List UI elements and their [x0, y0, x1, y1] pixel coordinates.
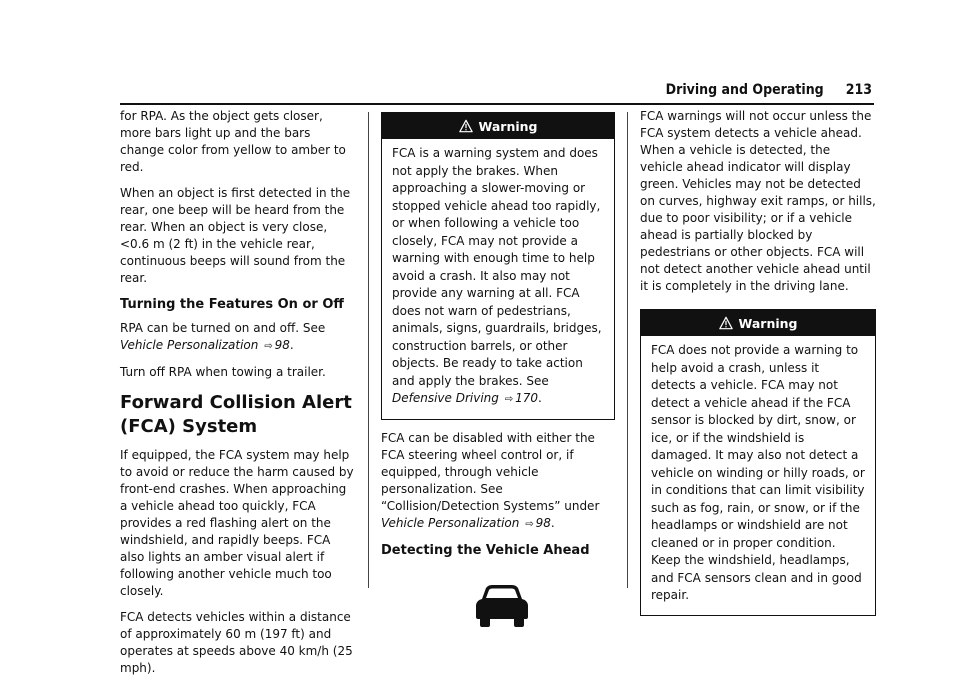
cross-reference-page[interactable]: 98 [274, 338, 290, 352]
paragraph: When an object is first detected in the rear, one beep will be heard from the rear. When an object is very close, <0.6 m (2 ft) in the vehicle rear, continuous beeps will sound from the rear. [120, 186, 351, 285]
warning-text [382, 139, 614, 419]
page-ref-arrow-icon: ⇨ [525, 518, 534, 530]
column-2 [381, 112, 615, 628]
cross-reference-link[interactable]: Vehicle Personalization [120, 338, 259, 352]
column-3 [640, 108, 876, 626]
text: FCA can be disabled with either the FCA steering wheel control or, if equipped, through vehicle personalization. See “Collision/Detection Systems” under [381, 430, 600, 513]
cross-reference-link[interactable]: Vehicle Personalization [381, 515, 520, 530]
paragraph: FCA warnings will not occur unless the FCA system detects a vehicle ahead. When a vehicle is detected, the vehicle ahead indicator will display green. Vehicles may not be detected on curves, highway exit ramps, or hills, due to poor visibility; or if a vehicle ahead is partially blocked by pedestrians or other objects. FCA will not detect another vehicle ahead until it is completely in the driving lane. [640, 109, 876, 293]
paragraph [381, 430, 615, 533]
warning-text: FCA does not provide a warning to help avoid a crash, unless it detects a vehicle. FCA may not detect a vehicle ahead if the FCA sensor is blocked by dirt, snow, or ice, or if the windshield is damaged. It may also not detect a vehicle on winding or hilly roads, or in conditions that can limit visibility such as fog, rain, or snow, or if the headlamps or windshield are not cleaned or in proper condition. Keep the windshield, headlamps, and FCA sensors clean and in good repair. [651, 343, 865, 602]
paragraph [120, 320, 356, 355]
paragraph: FCA detects vehicles within a distance of approximately 60 m (197 ft) and operates at speeds above 40 km/h (25 mph). [120, 610, 353, 675]
cross-reference-link[interactable]: Defensive Driving [392, 391, 499, 405]
vehicle-ahead-icon [474, 584, 530, 628]
cross-reference-page[interactable]: 170 [515, 391, 539, 405]
section-heading-fca: Forward Collision Alert (FCA) System [120, 392, 352, 437]
warning-box [381, 112, 615, 420]
text: . [289, 338, 294, 352]
warning-header [641, 310, 875, 336]
page-ref-arrow-icon: ⇨ [264, 341, 273, 352]
subheading-turning-features: Turning the Features On or Off [120, 297, 344, 312]
column-divider [627, 112, 628, 588]
section-title: Driving and Operating [665, 82, 824, 98]
warning-triangle-icon [719, 316, 733, 330]
page-ref-arrow-icon: ⇨ [504, 394, 514, 405]
text: . [538, 391, 542, 405]
paragraph: Turn off RPA when towing a trailer. [120, 365, 326, 379]
page-number: 213 [845, 82, 872, 98]
column-1 [120, 108, 356, 686]
warning-title: Warning [478, 118, 538, 134]
warning-title: Warning [738, 315, 798, 331]
text: FCA is a warning system and does not apply the brakes. When approaching a slower-moving or stopped vehicle ahead too rapidly, or when following a vehicle too closely, FCA may not provide a warning with enough time to help avoid a crash. It also may not provide any warning at all. FCA does not warn of pedestrians, animals, signs, guardrails, bridges, construction barrels, or other objects. Be ready to take action and apply the brakes. See [392, 146, 602, 388]
warning-box [640, 309, 876, 616]
text: . [550, 515, 555, 530]
text: RPA can be turned on and off. See [120, 321, 326, 335]
paragraph: for RPA. As the object gets closer, more bars light up and the bars change color from yellow to amber to red. [120, 109, 346, 174]
header-rule [120, 103, 874, 105]
page-header [666, 82, 872, 98]
subheading-detecting-vehicle: Detecting the Vehicle Ahead [381, 542, 590, 558]
warning-triangle-icon [459, 119, 473, 133]
paragraph: If equipped, the FCA system may help to avoid or reduce the harm caused by front-end crashes. When approaching a vehicle ahead too quickly, FCA provides a red flashing alert on the windshield, and rapidly beeps. FCA also lights an amber visual alert if following another vehicle much too closely. [120, 448, 354, 598]
column-divider [368, 112, 369, 588]
cross-reference-page[interactable]: 98 [535, 515, 551, 530]
warning-header [382, 113, 614, 139]
